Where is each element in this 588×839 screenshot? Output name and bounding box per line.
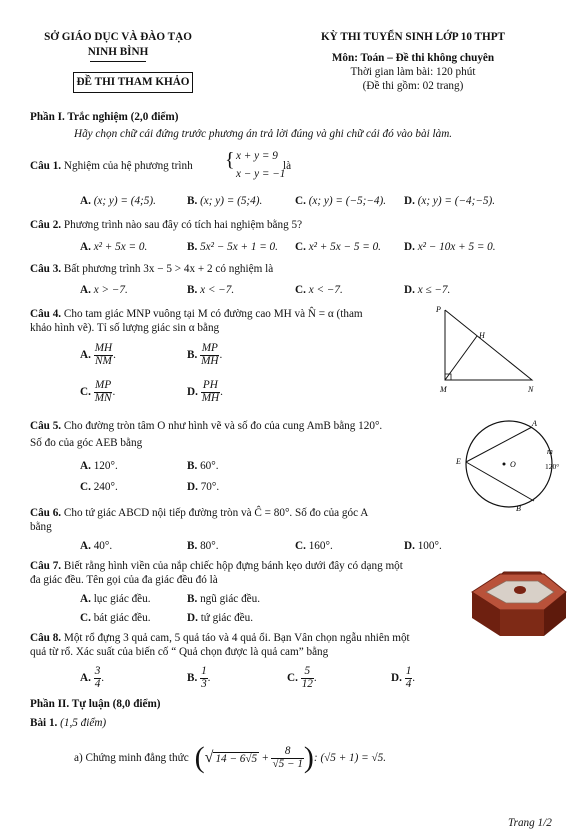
fig5-label-o: O	[510, 460, 516, 469]
q4-option-a: A. $\frac{MH}{NM}$ .	[80, 342, 116, 367]
question-5-line2: Số đo của góc AEB bằng	[30, 437, 143, 449]
q5-option-c: C. 240°.	[80, 481, 118, 493]
q6-option-c: C. 160°.	[295, 540, 333, 552]
fig5-label-b: B	[516, 504, 521, 513]
q3-option-d: D. x ≤ −7.	[404, 284, 451, 296]
q2-option-b: B. 5x² − 5x + 1 = 0.	[187, 241, 278, 253]
q8-option-c: C. $\frac{5}{12}$ .	[287, 665, 317, 690]
part2-title: Phần II. Tự luận (8,0 điểm)	[30, 698, 161, 710]
part1-instruction: Hãy chọn chữ cái đứng trước phương án trả lời đúng và ghi chữ cái đó vào bài làm.	[74, 128, 453, 140]
question-7-line2: đa giác đều. Tên gọi của đa giác đều đó là	[30, 574, 218, 586]
hexagon-candy-box-image	[462, 562, 572, 648]
q7-option-d: D. tứ giác đều.	[187, 612, 254, 624]
question-6-line2: bằng	[30, 521, 52, 533]
fig5-label-angle: 120°	[545, 462, 560, 471]
q1-tail: là	[283, 160, 292, 172]
q1-option-c: C. (x; y) = (−5;−4).	[295, 195, 386, 207]
circle-o-figure	[452, 418, 570, 514]
q4-option-c: C. $\frac{MP}{MN}$ .	[80, 379, 116, 404]
question-4-line2: khảo hình vẽ). Tỉ số lượng giác sin α bằng	[30, 322, 220, 334]
q1-option-a: A. (x; y) = (4;5).	[80, 195, 156, 207]
q6-option-d: D. 100°.	[404, 540, 442, 552]
q2-option-c: C. x² + 5x − 5 = 0.	[295, 241, 381, 253]
q4-option-b: B. $\frac{MP}{MH}$ .	[187, 342, 223, 367]
fig5-label-a: A	[532, 419, 537, 428]
q7-option-a: A. lục giác đều.	[80, 593, 151, 605]
exam-title: KỲ THI TUYỂN SINH LỚP 10 THPT	[320, 31, 506, 43]
question-2: Câu 2. Phương trình nào sau đây có tích hai nghiệm bằng 5?	[30, 219, 303, 231]
q1-option-b: B. (x; y) = (5;4).	[187, 195, 263, 207]
q7-option-c: C. bát giác đều.	[80, 612, 151, 624]
exam-subject: Môn: Toán – Đề thi không chuyên	[331, 52, 495, 64]
bai1-heading: Bài 1. (1,5 điểm)	[30, 717, 107, 729]
exam-pages: (Đề thi gồm: 02 trang)	[362, 80, 464, 92]
exam-time: Thời gian làm bài: 120 phút	[350, 66, 476, 78]
sqrt-sign-icon: √	[204, 749, 214, 766]
bai1a-tail: : (√5 + 1) = √5.	[313, 752, 387, 764]
question-8-line1: Câu 8. Một rổ đựng 3 quả cam, 5 quả táo và 4 quả ổi. Bạn Vân chọn ngẫu nhiên một	[30, 632, 410, 644]
reference-exam-box: ĐỀ THI THAM KHẢO	[73, 72, 193, 93]
org-line2: NINH BÌNH	[87, 46, 149, 58]
q5-option-a: A. 120°.	[80, 460, 118, 472]
q3-option-b: B. x < −7.	[187, 284, 235, 296]
bai1a-line: a) Chứng minh đẳng thức ( √ 14 − 6√5 + $\frac{8}{√5 - 1}$ ) : (√5 + 1) = √5.	[74, 741, 387, 774]
question-7-line1: Câu 7. Biết rằng hình viền của nắp chiếc hộp đựng bánh kẹo dưới đây có dạng một	[30, 560, 403, 572]
fig5-label-e: E	[456, 457, 461, 466]
question-8-line2: quả từ rổ. Xác suất của biến cố “ Quả chọn được là quả cam” bằng	[30, 646, 329, 658]
header-underline	[90, 61, 146, 62]
q1-label: Câu 1.	[30, 160, 62, 172]
q8-option-d: D. $\frac{1}{4}$ .	[391, 665, 416, 690]
q3-option-a: A. x > −7.	[80, 284, 128, 296]
fig4-label-p: P	[436, 305, 441, 314]
q1-eq2: x − y = −1	[236, 168, 286, 180]
q8-option-b: B. $\frac{1}{3}$ .	[187, 665, 211, 690]
bai1a-left-paren: (	[194, 741, 205, 774]
q2-option-a: A. x² + 5x = 0.	[80, 241, 148, 253]
fig4-label-n: N	[528, 385, 534, 394]
bai1a-right-paren: )	[303, 741, 314, 774]
fig5-label-m: m	[547, 447, 553, 456]
q1-system-brace: {	[225, 149, 235, 171]
fig4-label-h: H	[479, 331, 485, 340]
question-5-line1: Câu 5. Cho đường tròn tâm O như hình vẽ và số đo của cung AmB bằng 120°.	[30, 420, 383, 432]
q6-option-a: A. 40°.	[80, 540, 113, 552]
q4-option-d: D. $\frac{PH}{MH}$ .	[187, 379, 223, 404]
q1-eq1: x + y = 9	[236, 150, 278, 162]
question-1	[30, 160, 193, 172]
q8-option-a: A. $\frac{3}{4}$ .	[80, 665, 105, 690]
q7-option-b: B. ngũ giác đều.	[187, 593, 261, 605]
fig4-label-m: M	[440, 385, 447, 394]
part1-title: Phần I. Trắc nghiệm (2,0 điểm)	[30, 111, 179, 123]
q2-option-d: D. x² − 10x + 5 = 0.	[404, 241, 496, 253]
question-4-line1: Câu 4. Cho tam giác MNP vuông tại M có đường cao MH và N̂ = α (tham	[30, 308, 363, 320]
q1-text: Nghiệm của hệ phương trình	[63, 160, 193, 172]
triangle-mnp-figure	[430, 302, 540, 398]
q3-option-c: C. x < −7.	[295, 284, 343, 296]
page-number: Trang 1/2	[508, 817, 552, 829]
question-3: Câu 3. Bất phương trình 3x − 5 > 4x + 2 có nghiệm là	[30, 263, 274, 275]
q5-option-b: B. 60°.	[187, 460, 219, 472]
question-6-line1: Câu 6. Cho tứ giác ABCD nội tiếp đường tròn và Ĉ = 80°. Số đo của góc A	[30, 507, 369, 519]
q6-option-b: B. 80°.	[187, 540, 219, 552]
q1-option-d: D. (x; y) = (−4;−5).	[404, 195, 495, 207]
bai1a-radicand: 14 − 6√5	[215, 752, 258, 765]
q5-option-d: D. 70°.	[187, 481, 220, 493]
org-line1: SỞ GIÁO DỤC VÀ ĐÀO TẠO	[44, 31, 192, 43]
bai1a-text: a) Chứng minh đẳng thức	[74, 752, 189, 764]
